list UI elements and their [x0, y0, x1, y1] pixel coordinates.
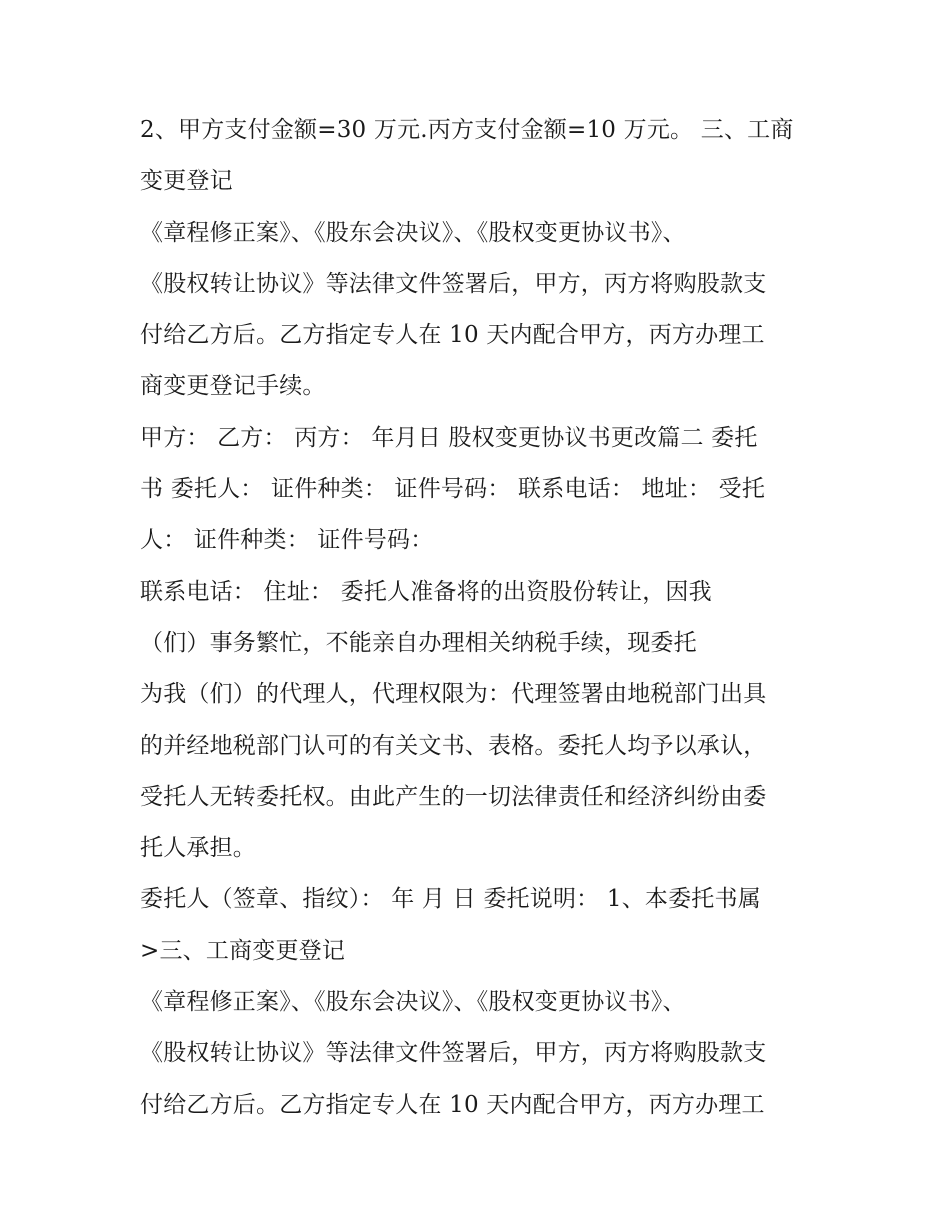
text-line: 《股权转让协议》等法律文件签署后，甲方，丙方将购股款支 — [140, 270, 767, 297]
text-line: 付给乙方后。乙方指定专人在 10 天内配合甲方，丙方办理工 — [140, 322, 765, 349]
text-line: 书 委托人： 证件种类： 证件号码： 联系电话： 地址： 受托 — [140, 476, 766, 503]
text-line: 人： 证件种类： 证件号码： — [140, 527, 434, 554]
text-line: 商变更登记手续。 — [140, 373, 326, 400]
text-line: 付给乙方后。乙方指定专人在 10 天内配合甲方，丙方办理工 — [140, 1091, 765, 1118]
text-line: 为我（们）的代理人，代理权限为：代理签署由地税部门出具 — [140, 681, 767, 708]
text-line: 的并经地税部门认可的有关文书、表格。委托人均予以承认， — [140, 732, 767, 759]
text-line: 联系电话： 住址： 委托人准备将的出资股份转让，因我 — [140, 578, 712, 605]
text-line: 受托人无转委托权。由此产生的一切法律责任和经济纠纷由委 — [140, 783, 767, 810]
text-line: 变更登记 — [140, 168, 233, 195]
text-line: 《章程修正案》、《股东会决议》、《股权变更协议书》、 — [140, 989, 686, 1016]
document-body — [140, 105, 820, 1131]
text-line: 《股权转让协议》等法律文件签署后，甲方，丙方将购股款支 — [140, 1040, 767, 1067]
text-line: >三、工商变更登记 — [140, 937, 346, 964]
text-line: 托人承担。 — [140, 835, 256, 862]
text-line: 甲方： 乙方： 丙方： 年月日 股权变更协议书更改篇二 委托 — [140, 424, 758, 451]
text-line: （们）事务繁忙，不能亲自办理相关纳税手续，现委托 — [140, 629, 697, 656]
text-line: 2、甲方支付金额=30 万元.丙方支付金额=10 万元。 三、工商 — [140, 117, 794, 143]
text-line: 委托人（签章、指纹）： 年 月 日 委托说明： 1、本委托书属 — [140, 886, 761, 913]
text-line: 《章程修正案》、《股东会决议》、《股权变更协议书》、 — [140, 219, 686, 246]
